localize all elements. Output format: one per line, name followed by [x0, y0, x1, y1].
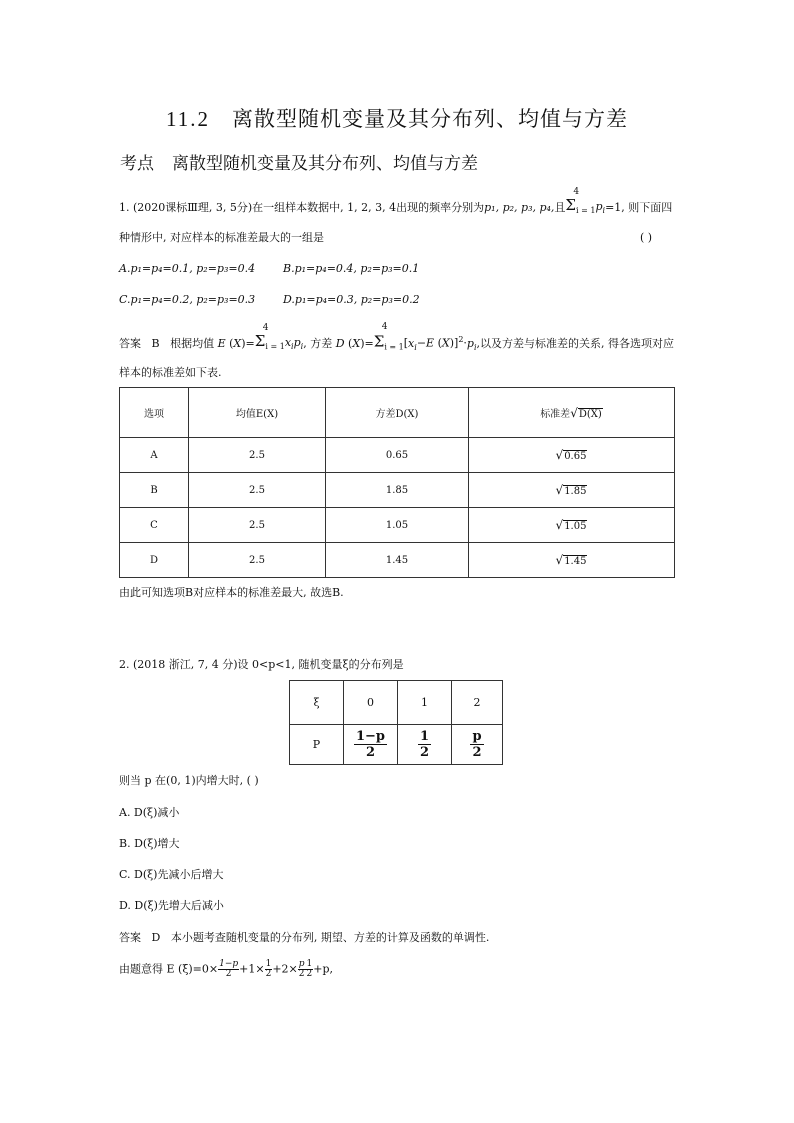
derive-mid-1: +1×: [239, 962, 265, 976]
frac-denominator: 2: [306, 969, 313, 979]
frac-denominator: 2: [298, 969, 305, 979]
frac-numerator: p: [472, 729, 482, 744]
q1-stem-line2: 种情形中, 对应样本的标准差最大的一组是: [119, 231, 324, 244]
frac-denominator: 2: [225, 969, 232, 979]
title-text: 离散型随机变量及其分布列、均值与方差: [231, 107, 628, 131]
q1-conclusion: 由此可知选项B对应样本的标准差最大, 故选B.: [119, 586, 344, 599]
frac-numerator: 1: [265, 959, 272, 969]
derive-post: +p,: [313, 962, 334, 976]
answer-text-1: 根据均值: [170, 336, 215, 350]
cell-xi-label: ξ: [290, 681, 344, 725]
dist-row-xi: [290, 681, 503, 725]
frac-numerator: p: [298, 959, 305, 969]
subsection-heading: [120, 149, 478, 174]
cell-p-value: [398, 725, 452, 765]
cell-p-label: P: [290, 725, 344, 765]
q1-lead: 1. (2020课标Ⅲ理, 3, 5分)在一组样本数据中, 1, 2, 3, 4出现的频率分别为: [119, 201, 485, 215]
sum-formula: 4 $\Sigma_{i = 1}p_i$: [565, 187, 606, 216]
q1-answer-line: 答案 B 根据均值 E (X)= 4 $\Sigma_{i = 1}x_ip_i$, 方差 D (X)= 4 $\Sigma_{i = 1}[x_i-E$ $(X)]^2\cdot p_i$,以及方差与标准差的关系, 得各选项对应: [119, 333, 674, 355]
header-std: 标准差√D(X): [469, 388, 675, 438]
q2-derivation: [119, 960, 333, 979]
fraction: [218, 960, 239, 979]
frac-denominator: 2: [472, 745, 482, 760]
cell-std: √0.65: [469, 438, 675, 473]
header-std-radicand: D(X): [578, 409, 602, 420]
frac-denominator: 2: [265, 969, 272, 979]
q1-vars: p₁, p₂, p₃, p₄,: [484, 201, 555, 215]
table-row: [120, 473, 675, 508]
cell-std-value: 0.65: [564, 451, 587, 462]
cell-mean: 2.5: [189, 508, 326, 543]
q1-answer-paren: ( ): [640, 231, 653, 244]
derive-mid-2: +2×: [272, 962, 298, 976]
q1-answer-line2: 样本的标准差如下表.: [119, 366, 222, 379]
table-header-row: [120, 388, 675, 438]
header-option: 选项: [120, 388, 189, 438]
cell-option: A: [120, 438, 189, 473]
cell-std-value: 1.85: [564, 486, 587, 497]
header-std-label: 标准差: [540, 409, 571, 420]
dist-row-p: [290, 725, 503, 765]
q2-option-b: B. D(ξ)增大: [119, 837, 180, 850]
q2-stem: 2. (2018 浙江, 7, 4 分)设 0<p<1, 随机变量ξ的分布列是: [119, 658, 404, 671]
q2-option-c: C. D(ξ)先减小后增大: [119, 868, 224, 881]
cell-std-value: 1.05: [564, 521, 587, 532]
cell-p-value: [452, 725, 503, 765]
mean-formula: 4 $\Sigma_{i = 1}x_ip_i$: [254, 322, 304, 352]
cell-option: B: [120, 473, 189, 508]
q2-option-d: D. D(ξ)先增大后减小: [119, 899, 224, 912]
q1-cond-post: =1, 则下面四: [605, 201, 673, 215]
cell-std: √1.05: [469, 508, 675, 543]
subsection-label: 考点: [120, 154, 154, 174]
table-row: [120, 438, 675, 473]
table-row: [120, 543, 675, 578]
q1-stem-line1: [119, 187, 673, 218]
cell-p-value: [344, 725, 398, 765]
cell-xi-value: 0: [344, 681, 398, 725]
cell-std: √1.45: [469, 543, 675, 578]
header-variance: 方差D(X): [326, 388, 469, 438]
answer-label: 答案: [119, 336, 141, 350]
cell-option: C: [120, 508, 189, 543]
distribution-table: [289, 680, 503, 765]
fraction: [298, 960, 306, 979]
table-row: [120, 508, 675, 543]
q1-option-c: C.p₁=p₄=0.2, p₂=p₃=0.3: [119, 293, 256, 306]
cell-mean: 2.5: [189, 473, 326, 508]
frac-denominator: 2: [365, 745, 376, 760]
answer-choice: D: [151, 931, 161, 944]
q1-cond-pre: 且: [554, 201, 566, 215]
answer-explanation: 本小题考查随机变量的分布列, 期望、方差的计算及函数的单调性.: [170, 931, 490, 944]
q2-question: 则当 p 在(0, 1)内增大时, ( ): [119, 774, 259, 787]
header-mean: 均值E(X): [189, 388, 326, 438]
frac-numerator: 1−p: [219, 959, 239, 969]
subsection-text: 离散型随机变量及其分布列、均值与方差: [172, 154, 478, 174]
cell-variance: 0.65: [326, 438, 469, 473]
section-number: 11.2: [166, 107, 210, 131]
page-title: [0, 103, 794, 133]
cell-option: D: [120, 543, 189, 578]
frac-numerator: 1: [306, 959, 313, 969]
q2-answer-line: [119, 931, 489, 945]
q1-option-d: D.p₁=p₄=0.3, p₂=p₃=0.2: [283, 293, 420, 306]
answer-choice: B: [151, 336, 160, 350]
cell-variance: 1.45: [326, 543, 469, 578]
derive-pre: 由题意得 E (ξ)=0×: [119, 962, 219, 976]
q2-option-a: A. D(ξ)减小: [119, 806, 180, 819]
cell-xi-value: 1: [398, 681, 452, 725]
cell-mean: 2.5: [189, 543, 326, 578]
variance-formula: 4 $\Sigma_{i = 1}[x_i-E$ $(X)]^2\cdot p_i$: [373, 322, 477, 352]
cell-mean: 2.5: [189, 438, 326, 473]
answer-text-3: 以及方差与标准差的关系, 得各选项对应: [480, 336, 675, 350]
std-dev-table: [119, 387, 675, 578]
q1-option-b: B.p₁=p₄=0.4, p₂=p₃=0.1: [283, 262, 420, 275]
cell-variance: 1.85: [326, 473, 469, 508]
answer-text-2: 方差: [310, 336, 333, 350]
frac-numerator: 1−p: [355, 729, 386, 744]
frac-numerator: 1: [419, 729, 430, 744]
answer-label: 答案: [119, 931, 141, 944]
cell-variance: 1.05: [326, 508, 469, 543]
cell-std: √1.85: [469, 473, 675, 508]
cell-xi-value: 2: [452, 681, 503, 725]
frac-denominator: 2: [419, 745, 430, 760]
cell-std-value: 1.45: [564, 556, 587, 567]
q1-option-a: A.p₁=p₄=0.1, p₂=p₃=0.4: [119, 262, 256, 275]
